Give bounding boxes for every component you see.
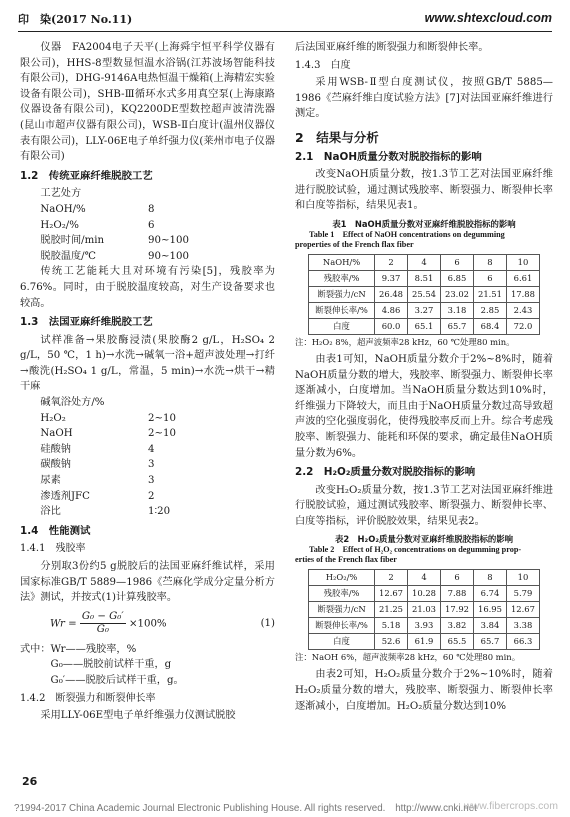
section-2-1-discussion: 由表1可知，NaOH质量分数介于2%~8%时，随着NaOH质量分数的增大，残胶率、断裂强力、断裂伸长率逐渐减小，白度增加。当NaOH质量分数达到10%时，纤维强力下降较大，而且由于NaOH质量分数过高导致超声波的空化强度弱化，使得残胶率反而上升。综合考虑残胶率、断裂强力、能耗和环保的要求，确定最佳NaOH质量分数为6%。	[295, 353, 553, 459]
recipe-list-1-2	[20, 202, 275, 264]
table-cell: 8.51	[408, 270, 441, 286]
recipe-key: H₂O₂/%	[40, 219, 79, 231]
recipe-value: 3	[148, 459, 155, 471]
table-2-caption-en: Table 2 Effect of H₂O₂ concentrations on degumming prop-	[309, 545, 522, 555]
recipe-row	[20, 473, 275, 489]
table-header-row	[309, 254, 540, 270]
recipe-value: 6	[148, 219, 155, 231]
recipe-value: 2~10	[148, 428, 176, 440]
table-cell: 3.82	[441, 618, 474, 634]
table-cell: 残胶率/%	[309, 586, 375, 602]
section-1-3-title: 1.3 法国亚麻纤维脱胶工艺	[20, 316, 153, 329]
table-cell: 3.84	[473, 618, 506, 634]
table-cell: 61.9	[408, 634, 441, 650]
section-1-2-title: 1.2 传统亚麻纤维脱胶工艺	[20, 169, 153, 182]
table-cell: 断裂伸长率/%	[309, 618, 375, 634]
section-2-1-title: 2.1 NaOH质量分数对脱胶指标的影响	[295, 150, 482, 163]
recipe-key: 硅酸钠	[40, 443, 71, 455]
recipe-key: 渗透剂JFC	[40, 490, 90, 502]
table-cell: 60.0	[375, 318, 408, 334]
formula-lhs: Wr =	[50, 618, 77, 630]
table-cell: 72.0	[506, 318, 539, 334]
recipe-row	[20, 442, 275, 458]
table-cell: 3.93	[408, 618, 441, 634]
section-1-3-text: 试样准备→果胶酶浸渍(果胶酶2 g/L，H₂SO₄ 2 g/L，50 ℃，1 h)→水洗→碱氧一浴+超声波处理→打纤→酸洗(H₂SO₄ 1 g/L，常温，5 min)→水洗→烘干→精干麻	[20, 334, 275, 393]
table-cell: 断裂强力/cN	[309, 286, 375, 302]
section-2-2-title: 2.2 H₂O₂质量分数对脱胶指标的影响	[295, 466, 476, 479]
recipe-key: H₂O₂	[40, 412, 66, 424]
table-cell: 3.38	[506, 618, 539, 634]
definition-line: G₀——脱胶前试样干重，g	[20, 659, 172, 671]
section-2-title: 2 结果与分析	[295, 129, 379, 145]
section-1-4-2-text: 采用LLY-06E型电子单纤维强力仪测试脱胶	[40, 710, 236, 722]
table-cell: NaOH/%	[309, 254, 375, 270]
table-2-caption-en-2: erties of the French flax fiber	[295, 555, 397, 565]
left-column	[20, 40, 275, 724]
formula-numerator: G₀ − G₀′	[81, 611, 124, 623]
recipe-value: 1∶20	[148, 506, 171, 518]
table-cell: 2.43	[506, 302, 539, 318]
table-cell: 17.88	[506, 286, 539, 302]
table-cell: 4	[408, 570, 441, 586]
recipe-value: 90~100	[148, 250, 189, 262]
table-cell: H₂O₂/%	[309, 570, 375, 586]
section-1-4-1-text: 分别取3份约5 g脱胶后的法国亚麻纤维试样，采用国家标准GB/T 5889—1986《苎麻化学成分定量分析方法》测试，并按式(1)计算残胶率。	[20, 561, 275, 604]
table-cell: 2	[375, 254, 408, 270]
table-cell: 10	[506, 254, 539, 270]
recipe-key: 脱胶温度/℃	[40, 250, 96, 262]
table-cell: 6.74	[473, 586, 506, 602]
recipe-row	[20, 457, 275, 473]
table-cell: 2	[375, 570, 408, 586]
table-cell: 白度	[309, 318, 375, 334]
table-cell: 残胶率/%	[309, 270, 375, 286]
table-cell: 3.18	[441, 302, 474, 318]
table-header-row	[309, 570, 540, 586]
table-cell: 68.4	[473, 318, 506, 334]
formula-definitions	[20, 642, 275, 689]
table-cell: 65.1	[408, 318, 441, 334]
table-cell: 21.03	[408, 602, 441, 618]
section-2-2-discussion: 由表2可知，H₂O₂质量分数介于2%~10%时，随着H₂O₂质量分数的增大，残胶率、断裂强力、断裂伸长率逐渐减小，白度增加。H₂O₂质量分数达到10%	[295, 669, 553, 712]
recipe-row	[20, 233, 275, 249]
table-cell: 12.67	[506, 602, 539, 618]
table-cell: 17.92	[441, 602, 474, 618]
table-1	[308, 254, 540, 335]
recipe-key: NaOH/%	[40, 203, 86, 215]
table-cell: 6	[473, 270, 506, 286]
table-cell: 25.54	[408, 286, 441, 302]
table-cell: 52.6	[375, 634, 408, 650]
table-row	[309, 602, 540, 618]
table-cell: 4	[408, 254, 441, 270]
recipe-key: 脱胶时间/min	[40, 235, 105, 247]
recipe-row	[20, 504, 275, 520]
table-cell: 断裂伸长率/%	[309, 302, 375, 318]
section-2-2-text: 改变H₂O₂质量分数，按1.3节工艺对法国亚麻纤维进行脱胶试验，通过测试残胶率、断裂强力、断裂伸长率、白度等指标，评价脱胶效果，结果见表2。	[295, 484, 553, 527]
copyright-text: ?1994-2017 China Academic Journal Electronic Publishing House. All rights reserved. http://www.cnki.net	[14, 803, 477, 814]
table-cell: 10	[506, 570, 539, 586]
definition-line: 式中：Wr——残胶率，%	[20, 643, 137, 655]
table-cell: 5.18	[375, 618, 408, 634]
table-row	[309, 586, 540, 602]
table-cell: 26.48	[375, 286, 408, 302]
recipe-key: 浴比	[40, 506, 61, 518]
table-2	[308, 569, 540, 650]
recipe-row	[20, 426, 275, 442]
table-cell: 65.7	[473, 634, 506, 650]
recipe-list-1-3	[20, 411, 275, 520]
section-1-4-3-title: 1.4.3 白度	[295, 59, 351, 71]
table-cell: 6	[441, 254, 474, 270]
table-cell: 16.95	[473, 602, 506, 618]
table-1-caption: 表1 NaOH质量分数对亚麻纤维脱胶指标的影响	[332, 218, 516, 229]
table-cell: 66.3	[506, 634, 539, 650]
page-number: 26	[22, 775, 38, 788]
table-row	[309, 302, 540, 318]
section-1-4-2-title: 1.4.2 断裂强力和断裂伸长率	[20, 692, 156, 704]
instruments-paragraph: 仪器 FA2004电子天平(上海舜宇恒平科学仪器有限公司)，HHS-8型数显恒温水浴锅(江苏波场智能科技有限公司)，DHG-9146A电热恒温干燥箱(上海精宏实验设备有限公司)，SHB-Ⅲ循环水式多用真空泵(上海康路仪器设备有限公司)，KQ2200DE型数控超声波清洗器(昆山市超声仪器有限公司)，WSB-Ⅱ白度计(温州仪器仪表有限公司)，LLY-06E电子单纤强力仪(莱州市电子仪器有限公司)	[20, 42, 275, 163]
table-cell: 21.51	[473, 286, 506, 302]
table-cell: 6.85	[441, 270, 474, 286]
table-2-caption: 表2 H₂O₂质量分数对亚麻纤维脱胶指标的影响	[334, 534, 514, 545]
table-cell: 8	[473, 570, 506, 586]
recipe-key: NaOH	[40, 428, 73, 440]
formula-denominator: G₀	[96, 624, 109, 636]
table-row	[309, 318, 540, 334]
table-1-caption-en-2: properties of the French flax fiber	[295, 239, 414, 249]
recipe-row	[20, 249, 275, 265]
table-1-note: 注：H₂O₂ 8%，超声波频率28 kHz，60 ℃处理80 min。	[295, 336, 515, 347]
table-cell: 23.02	[441, 286, 474, 302]
watermark: www.fibercrops.com	[464, 800, 558, 812]
definition-line: G₀′——脱胶后试样干重，g。	[20, 674, 184, 686]
page-header	[18, 6, 552, 32]
section-1-4-1-title: 1.4.1 残胶率	[20, 543, 86, 555]
equation-number: (1)	[260, 617, 275, 629]
recipe-row	[20, 489, 275, 505]
table-row	[309, 618, 540, 634]
recipe-key: 尿素	[40, 475, 61, 487]
table-cell: 8	[473, 254, 506, 270]
table-row	[309, 286, 540, 302]
table-cell: 9.37	[375, 270, 408, 286]
table-cell: 5.79	[506, 586, 539, 602]
recipe-key: 碳酸钠	[40, 459, 71, 471]
recipe-row	[20, 218, 275, 234]
recipe-value: 3	[148, 475, 155, 487]
recipe-value: 8	[148, 203, 155, 215]
table-cell: 6	[441, 570, 474, 586]
recipe-row	[20, 411, 275, 427]
bath-recipe-subtitle: 碱氧浴处方/%	[40, 397, 105, 409]
recipe-value: 4	[148, 443, 155, 455]
recipe-subtitle: 工艺处方	[40, 188, 82, 200]
section-1-4-title: 1.4 性能测试	[20, 524, 91, 537]
table-cell: 10.28	[408, 586, 441, 602]
table-cell: 6.61	[506, 270, 539, 286]
table-cell: 3.27	[408, 302, 441, 318]
table-cell: 4.86	[375, 302, 408, 318]
table-cell: 12.67	[375, 586, 408, 602]
table-row	[309, 270, 540, 286]
journal-name: 印 染(2017 No.11)	[18, 13, 133, 26]
table-cell: 21.25	[375, 602, 408, 618]
page-footer	[0, 797, 570, 817]
formula-fraction	[80, 611, 126, 636]
table-1-caption-en: Table 1 Effect of NaOH concentrations on degumming	[309, 229, 505, 239]
recipe-value: 2~10	[148, 412, 176, 424]
formula-rhs: ×100%	[128, 618, 167, 630]
section-1-4-3-text: 采用WSB-Ⅱ型白度测试仪，按照GB/T 5885—1986《苎麻纤维白度试验方法》[7]对法国亚麻纤维进行测定。	[295, 77, 553, 120]
section-1-2-text: 传统工艺能耗大且对环境有污染[5]，残胶率为6.76%。同时，由于脱胶温度较高，对生产设备要求也较高。	[20, 266, 275, 309]
table-cell: 白度	[309, 634, 375, 650]
table-row	[309, 634, 540, 650]
table-cell: 65.7	[441, 318, 474, 334]
recipe-value: 2	[148, 490, 155, 502]
section-2-1-text: 改变NaOH质量分数，按1.3节工艺对法国亚麻纤维进行脱胶试验，通过测试残胶率、断裂强力、断裂伸长率和白度等指标，结果见表1。	[295, 169, 553, 212]
right-column	[295, 40, 553, 714]
table-cell: 65.5	[441, 634, 474, 650]
table-cell: 7.88	[441, 586, 474, 602]
table-cell: 2.85	[473, 302, 506, 318]
continued-text: 后法国亚麻纤维的断裂强力和断裂伸长率。	[295, 42, 489, 53]
formula-1	[50, 610, 275, 638]
recipe-row	[20, 202, 275, 218]
site-url[interactable]: www.shtexcloud.com	[424, 11, 552, 25]
table-cell: 断裂强力/cN	[309, 602, 375, 618]
table-2-note: 注：NaOH 6%，超声波频率28 kHz，60 ℃处理80 min。	[295, 652, 521, 663]
recipe-value: 90~100	[148, 235, 189, 247]
